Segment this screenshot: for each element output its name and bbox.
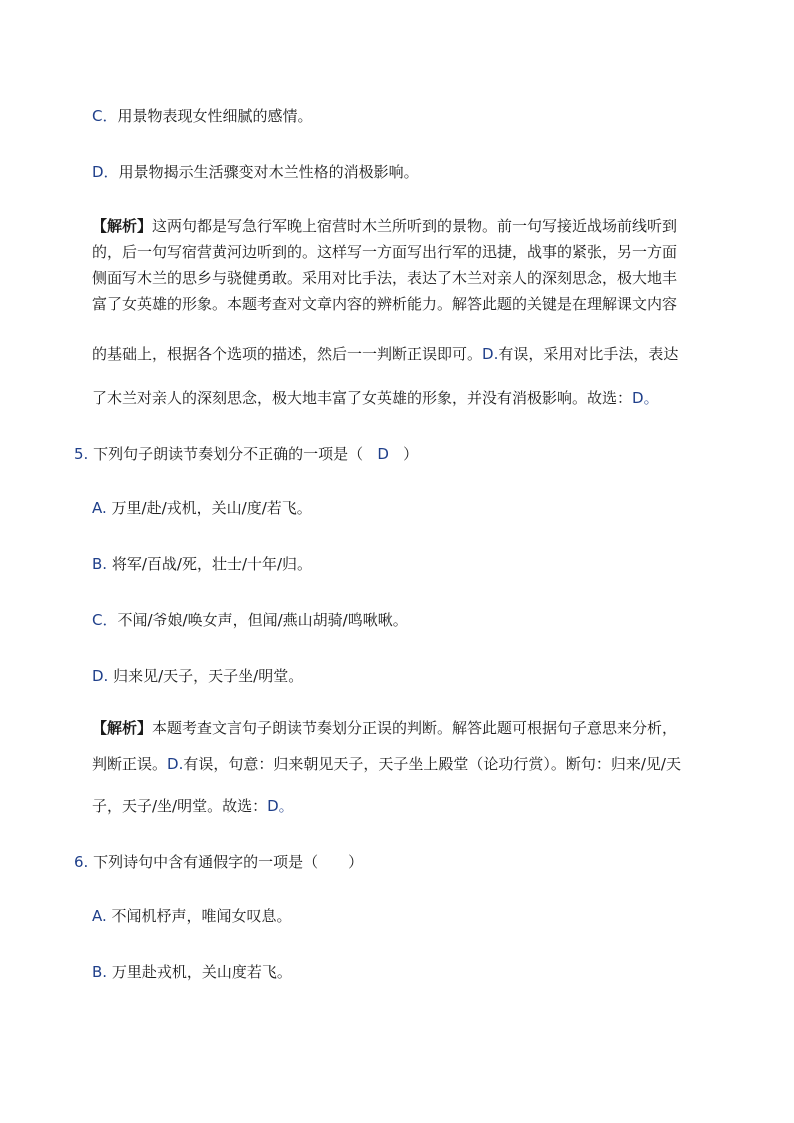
option-text: 归来见/天子，天子坐/明堂。 (113, 667, 304, 685)
question-number: 6. (74, 853, 89, 871)
analysis-line: 的，后一句写宿营黄河边听到的。这样写一方面写出行军的迅捷，战事的紧张，另一方面 (92, 243, 678, 261)
analysis-line (92, 754, 732, 774)
option-letter: B. (92, 963, 108, 981)
q4-option-c (92, 106, 313, 126)
analysis-line (92, 718, 732, 738)
answer-letter: D。 (267, 797, 294, 815)
analysis-line: 侧面写木兰的思乡与骁健勇敢。采用对比手法，表达了木兰对亲人的深刻思念，极大地丰 (92, 269, 678, 287)
option-letter: B. (92, 555, 108, 573)
analysis-text: 本题考查文言句子朗读节奏划分正误的判断。解答此题可根据句子意思来分析， (152, 719, 678, 737)
q5-stem (74, 444, 418, 464)
question-text-end: ） (403, 445, 419, 463)
analysis-text: 子，天子/坐/明堂。故选： (92, 797, 268, 815)
option-letter: D. (92, 667, 109, 685)
answer-letter: D。 (632, 389, 659, 407)
option-letter: A. (92, 907, 107, 925)
analysis-text: 有误，采用对比手法，表达 (498, 345, 679, 363)
question-text: 下列句子朗读节奏划分不正确的一项是（ (93, 445, 364, 463)
option-letter: C． (92, 611, 118, 629)
option-text: 用景物揭示生活骤变对木兰性格的消极影响。 (118, 163, 419, 181)
q6-option-a (92, 906, 292, 926)
option-letter: A. (92, 499, 107, 517)
q5-option-d (92, 666, 303, 686)
option-text: 不闻机杼声，唯闻女叹息。 (111, 907, 292, 925)
option-letter: D． (92, 163, 119, 181)
question-text: 下列诗句中含有通假字的一项是（ ） (93, 853, 364, 871)
option-text: 将军/百战/死，壮士/十年/归。 (111, 555, 313, 573)
analysis-tag: 【解析】 (92, 719, 153, 737)
analysis-line: 富了女英雄的形象。本题考查对文章内容的辨析能力。解答此题的关键是在理解课文内容 (92, 295, 678, 313)
answer-letter: D. (167, 755, 184, 773)
analysis-line (92, 388, 732, 408)
option-text: 不闻/爷娘/唤女声，但闻/燕山胡骑/鸣啾啾。 (117, 611, 408, 629)
option-text: 万里赴戎机，关山度若飞。 (111, 963, 292, 981)
analysis-text: 了木兰对亲人的深刻思念，极大地丰富了女英雄的形象，并没有消极影响。故选： (92, 389, 633, 407)
option-text: 用景物表现女性细腻的感情。 (117, 107, 313, 125)
analysis-text: 的基础上，根据各个选项的描述，然后一一判断正误即可。 (92, 345, 483, 363)
analysis-text: 有误，句意：归来朝见天子，天子坐上殿堂（论功行赏）。断句：归来/见/天 (183, 755, 681, 773)
q5-option-b (92, 554, 312, 574)
answer-letter: D. (482, 345, 499, 363)
q6-option-b (92, 962, 292, 982)
q4-option-d (92, 162, 419, 182)
analysis-line (92, 216, 732, 236)
q5-option-a (92, 498, 312, 518)
analysis-text: 判断正误。 (92, 755, 168, 773)
q5-option-c (92, 610, 408, 630)
option-text: 万里/赴/戎机，关山/度/若飞。 (111, 499, 312, 517)
analysis-line (92, 344, 732, 364)
q6-stem (74, 852, 363, 872)
analysis-text: 这两句都是写急行军晚上宿营时木兰所听到的景物。前一句写接近战场前线听到 (152, 217, 678, 235)
question-number: 5. (74, 445, 89, 463)
analysis-tag: 【解析】 (92, 217, 153, 235)
analysis-line (92, 796, 732, 816)
option-letter: C． (92, 107, 118, 125)
answer-fill: D (377, 445, 389, 463)
